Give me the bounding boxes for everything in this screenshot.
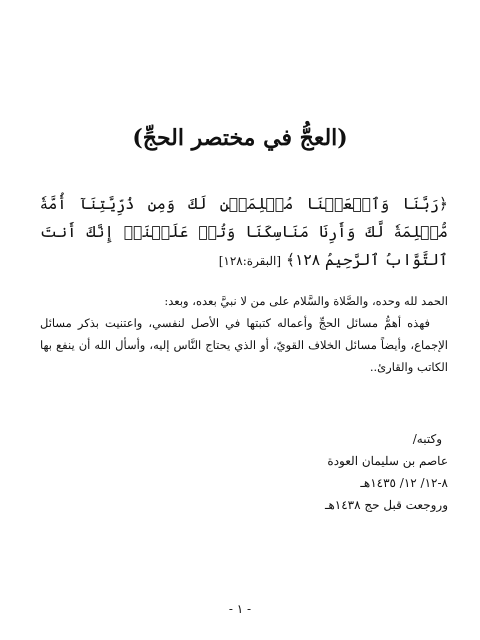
signature-date: ٨-١٢/ ١٢/ ١٤٣٥هـ (360, 476, 448, 490)
quran-verse (40, 190, 448, 275)
signature-revised: وروجعت قبل حج ١٤٣٨هـ (324, 498, 448, 512)
signature-author: عاصم بن سليمان العودة (327, 454, 448, 468)
introduction (40, 290, 448, 378)
intro-paragraph: فهذه أهمُّ مسائل الحجِّ وأعماله كتبتها في الأصل لنفسي، واعتنيت بذكر مسائل الإجماع، وأيضاً مسائل الخلاف القويّ، أو الذي يحتاج النَّاس إليه، وأسأل الله أن ينفع بها الكاتب والقارئ.. (40, 316, 448, 374)
signature-wrote: وكتبه/ (412, 432, 442, 446)
opening-line: الحمد لله وحده، والصَّلاة والسَّلام على من لا نبيَّ بعده، وبعد: (164, 294, 448, 308)
verse-text: ﴿رَبَّنَا وَٱجۡعَلۡنَا مُسۡلِمَيۡنِ لَكَ وَمِن ذُرِّيَّتِنَآ أُمَّةٗ مُّسۡلِمَةٗ لَّكَ وَأَرِنَا مَنَاسِكَنَا وَتُبۡ عَلَيۡنَآۖ إِنَّكَ أَنتَ ٱلتَّوَّابُ ٱلرَّحِيمُ ١٢٨﴾ (40, 195, 448, 269)
verse-reference: [البقرة:١٢٨] (218, 254, 282, 268)
page-title: (العجُّ في مختصر الحجِّ) (132, 125, 348, 151)
signature-block (40, 428, 448, 516)
page-number: - ١ - (228, 602, 252, 616)
